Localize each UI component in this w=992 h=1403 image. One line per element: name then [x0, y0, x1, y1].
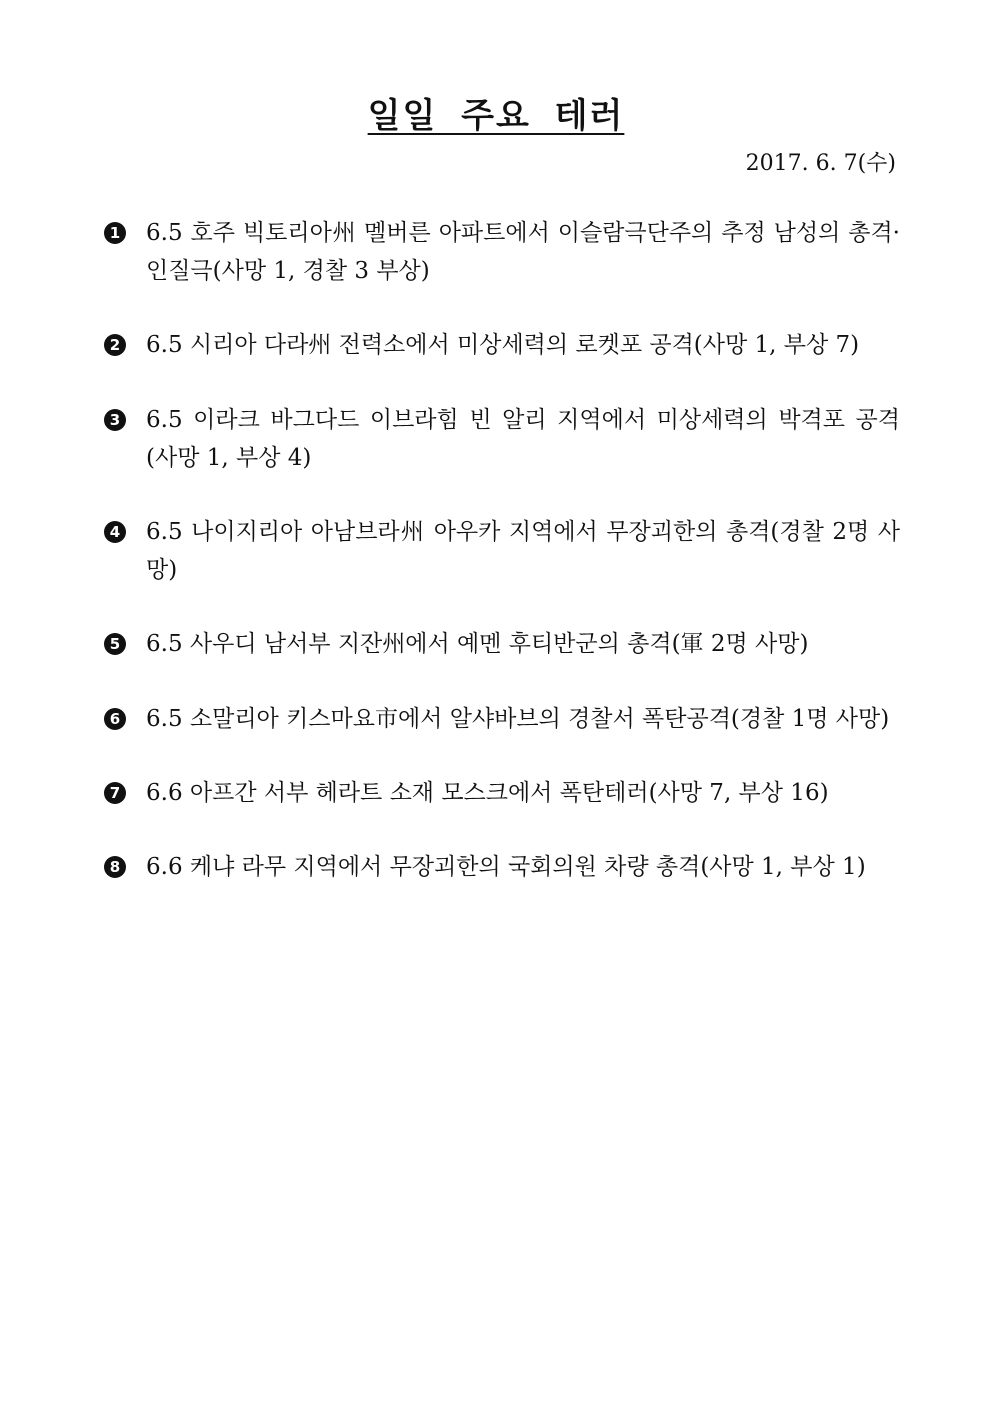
incident-text: 6.5 소말리아 키스마요市에서 알샤바브의 경찰서 폭탄공격(경찰 1명 사망) [146, 706, 890, 732]
incident-list [104, 214, 900, 886]
incident-text: 6.5 호주 빅토리아州 멜버른 아파트에서 이슬람극단주의 추정 남성의 총격·인질극(사망 1, 경찰 3 부상) [146, 220, 900, 284]
list-item [104, 700, 900, 738]
incident-text: 6.5 이라크 바그다드 이브라힘 빈 알리 지역에서 미상세력의 박격포 공격(사망 1, 부상 4) [146, 407, 900, 471]
number-badge-icon: 5 [104, 633, 126, 655]
incident-text: 6.6 아프간 서부 헤라트 소재 모스크에서 폭탄테러(사망 7, 부상 16) [146, 780, 829, 806]
number-badge-icon: 7 [104, 782, 126, 804]
incident-text: 6.6 케냐 라무 지역에서 무장괴한의 국회의원 차량 총격(사망 1, 부상 1) [146, 854, 866, 880]
number-badge-icon: 8 [104, 856, 126, 878]
number-badge-icon: 2 [104, 334, 126, 356]
list-item [104, 513, 900, 589]
number-badge-icon: 1 [104, 222, 126, 244]
list-item [104, 401, 900, 477]
incident-text: 6.5 사우디 남서부 지잔州에서 예멘 후티반군의 총격(軍 2명 사망) [146, 631, 809, 657]
list-item [104, 848, 900, 886]
number-badge-icon: 6 [104, 708, 126, 730]
list-item [104, 625, 900, 663]
report-date: 2017. 6. 7(수) [745, 151, 896, 176]
list-item [104, 774, 900, 812]
page-title: 일일 주요 테러 [367, 96, 625, 136]
incident-text: 6.5 나이지리아 아남브라州 아우카 지역에서 무장괴한의 총격(경찰 2명 사망) [146, 519, 900, 583]
list-item [104, 214, 900, 290]
number-badge-icon: 4 [104, 521, 126, 543]
number-badge-icon: 3 [104, 409, 126, 431]
incident-text: 6.5 시리아 다라州 전력소에서 미상세력의 로켓포 공격(사망 1, 부상 7) [146, 332, 860, 358]
list-item [104, 326, 900, 364]
